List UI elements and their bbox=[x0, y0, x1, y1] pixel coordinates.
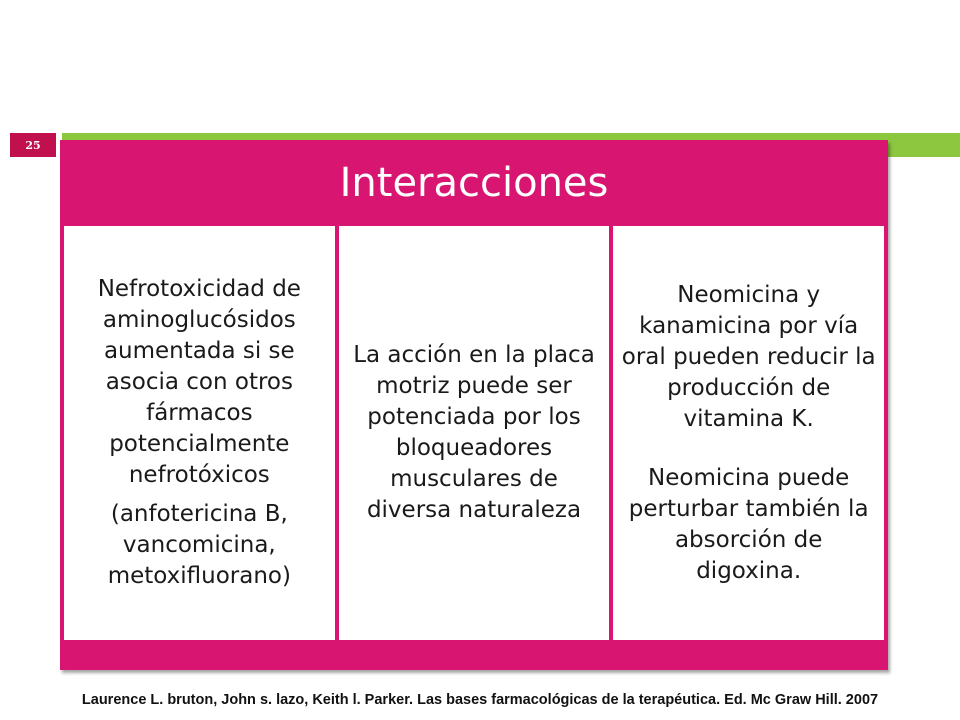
column-paragraph: Nefrotoxicidad de aminoglucósidos aumentada si se asocia con otros fármacos potencialmente nefrotóxicos bbox=[97, 276, 301, 488]
column-paragraph: La acción en la placa motriz puede ser potenciada por los bloqueadores musculares de diversa naturaleza bbox=[353, 342, 595, 523]
slide-number-badge bbox=[10, 133, 56, 157]
interactions-table bbox=[60, 140, 888, 670]
table-columns bbox=[64, 226, 884, 640]
citation-text: Laurence L. bruton, John s. lazo, Keith l. Parker. Las bases farmacológicas de la terapéutica. Ed. Mc Graw Hill. 2007 bbox=[81, 692, 879, 708]
column-neuromuscular bbox=[339, 226, 610, 640]
column-paragraph: Neomicina puede perturbar también la absorción de digoxina. bbox=[628, 464, 869, 584]
column-paragraph: Neomicina y kanamicina por vía oral pueden reducir la producción de vitamina K. bbox=[621, 281, 876, 432]
column-nephrotoxicity bbox=[64, 226, 335, 640]
column-neomycin bbox=[613, 226, 884, 640]
slide-title: Interacciones bbox=[339, 160, 609, 206]
column-paragraph: (anfotericina B, vancomicina, metoxifluorano) bbox=[107, 501, 291, 589]
slide-number: 25 bbox=[25, 138, 41, 152]
